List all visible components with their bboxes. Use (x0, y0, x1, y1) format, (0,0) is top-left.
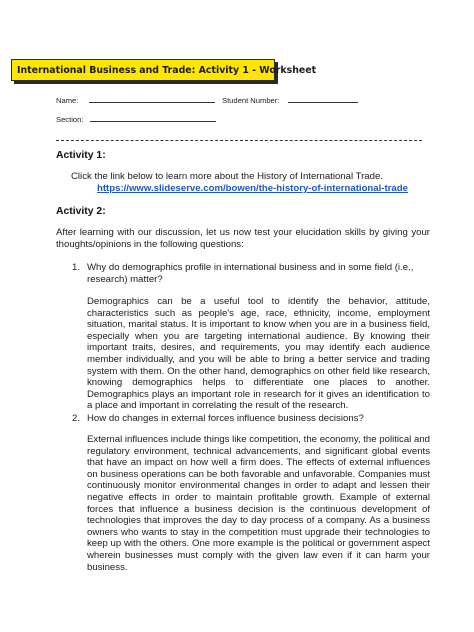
name-label: Name: (56, 96, 79, 105)
student-number-field[interactable] (288, 95, 358, 103)
question-1-answer: Demographics can be a useful tool to identify the behavior, attitude, characteristics such as people's age, race, ethnicity, income, employment situation, marital status. It is important to know when you are in a business field, especially when you are targeting international audience. By knowing their important traits, desires, and requirements, you may identify each audience member individually, and you will be able to bring a better service and trading system with them. On the other hand, demographics on other field like research, knowing demographics helps to differentiate one places to another. Demographics plays an important role in research for it gives an identification to a place and important in correlating the result of the research. (87, 296, 430, 412)
section-label: Section: (56, 115, 84, 124)
section-field-row (56, 114, 216, 124)
name-field[interactable] (89, 95, 215, 103)
question-1-text: Why do demographics profile in international business and in some field (i.e., research) matter? (87, 262, 414, 285)
worksheet-title: International Business and Trade: Activity 1 - Worksheet (17, 64, 317, 76)
question-1-number: 1. (72, 262, 81, 273)
activity1-heading: Activity 1: (56, 150, 106, 161)
question-2-answer: External influences include things like competition, the economy, the political and regulatory environment, technical advancements, and significant global events that have an impact on how well a firm does. The effects of external influences on business operations can be both favorable and unfavorable. Companies must continuously monitor environmental changes in order to adapt and lessen their negative effects in order to maintain profitable growth. Example of external forces that influence a business decision is the continuous development of technologies that improves the day to day process of a company. As a business owners who wants to stay in the competition must upgrade their technologies to keep up with the others. One more example is the political or government aspect wherein businesses must comply with the given law even if it can harm your business. (87, 434, 430, 573)
question-2-number: 2. (72, 413, 81, 424)
section-field[interactable] (90, 114, 216, 122)
question-2-text: How do changes in external forces influence business decisions? (87, 413, 364, 424)
history-of-trade-link[interactable]: https://www.slideserve.com/bowen/the-history-of-international-trade (97, 183, 408, 194)
activity2-heading: Activity 2: (56, 206, 106, 217)
worksheet-title-banner (11, 59, 317, 81)
section-divider (56, 140, 422, 141)
student-number-field-row (222, 95, 358, 105)
activity1-instruction: Click the link below to learn more about the History of International Trade. (71, 171, 383, 182)
name-field-row (56, 95, 215, 105)
activity2-intro: After learning with our discussion, let us now test your elucidation skills by giving your thoughts/opinions in the following questions: (56, 227, 430, 250)
student-number-label: Student Number: (222, 96, 280, 105)
